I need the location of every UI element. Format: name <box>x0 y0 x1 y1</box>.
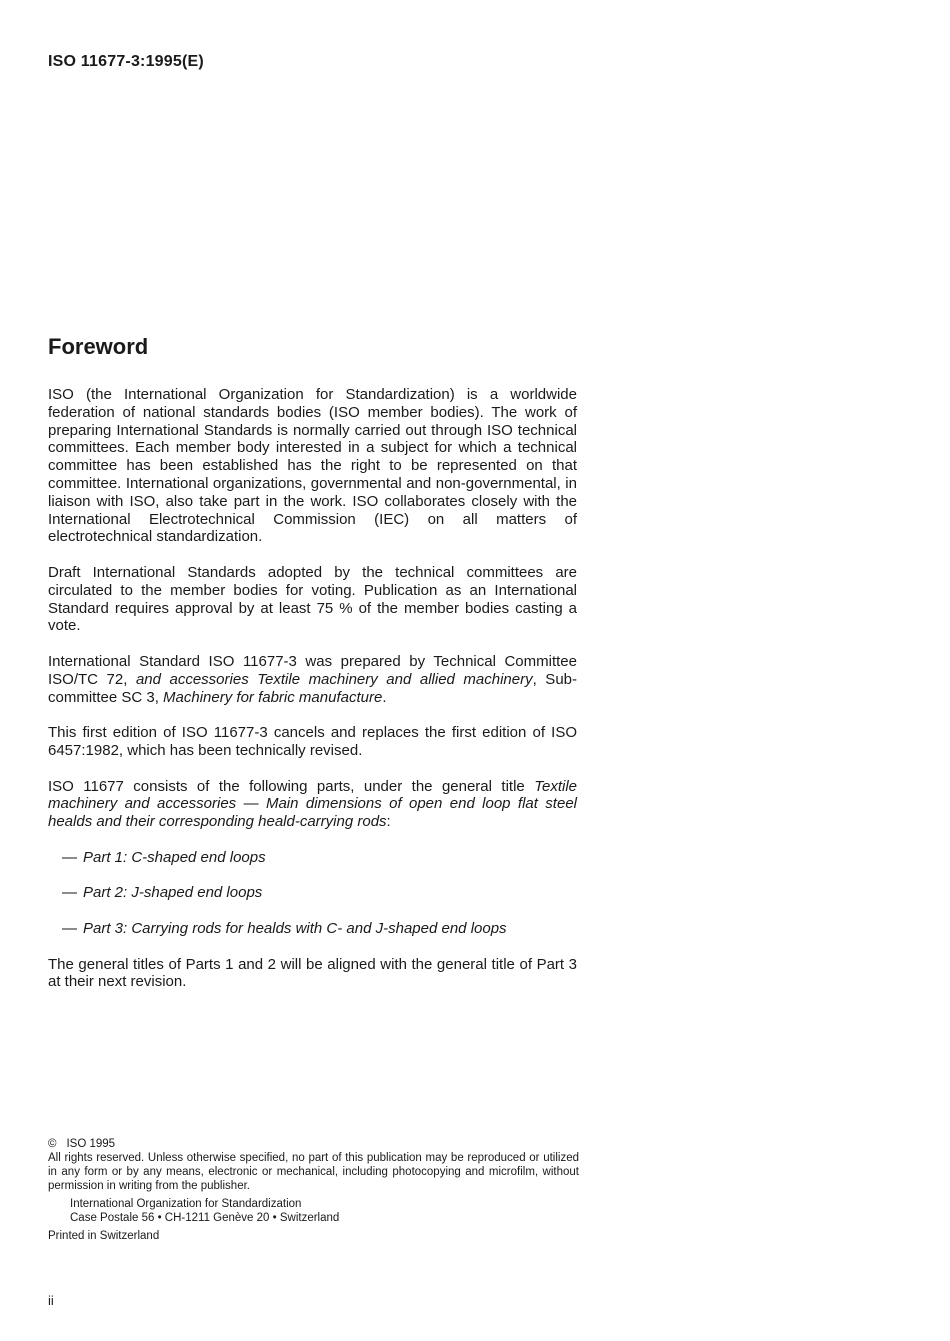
prepared-committee-title: and accessories Textile machinery and allied machinery <box>135 670 533 688</box>
copyright-text: ISO 1995 <box>66 1138 116 1150</box>
prepared-text-3: . <box>382 688 387 706</box>
copyright-symbol: © <box>48 1138 57 1150</box>
publisher-name: International Organization for Standardization <box>70 1198 302 1210</box>
prepared-subcommittee-title: Machinery for fabric manufacture <box>163 688 383 706</box>
list-item <box>62 884 577 902</box>
printed-in: Printed in Switzerland <box>48 1230 160 1242</box>
parts-intro-end: : <box>386 813 391 831</box>
prepared-text-2: , Sub-committee SC 3, <box>48 670 577 706</box>
rights-statement: All rights reserved. Unless otherwise specified, no part of this publication may be reproduced or utilized in any form or by any means, electronic or mechanical, including photocopying and microfilm, without permission in writing from the publisher. <box>48 1152 579 1192</box>
paragraph-iso-intro: ISO (the International Organization for Standardization) is a worldwide federation of national standards bodies (ISO member bodies). The work of preparing International Standards is normally carried out through ISO technical committees. Each member body interested in a subject for which a technical committee has been established has the right to be represented on that committee. International organizations, governmental and non-governmental, in liaison with ISO, also take part in the work. ISO collaborates closely with the International Electrotechnical Commission (IEC) on all matters of electrotechnical standardization. <box>48 386 577 546</box>
paragraph-prepared-by <box>48 653 577 706</box>
dash-marker: — <box>62 884 77 902</box>
parts-list <box>48 849 577 938</box>
page-number: ii <box>48 1293 54 1308</box>
list-item <box>62 849 577 867</box>
publisher-postal: Case Postale 56 • CH-1211 Genève 20 • Switzerland <box>70 1212 340 1224</box>
prepared-text-1: International Standard ISO 11677-3 was prepared by Technical Committee ISO/TC 72, <box>48 652 577 688</box>
dash-marker: — <box>62 848 77 866</box>
parts-general-title: Textile machinery and accessories — Main dimensions of open end loop flat steel healds and their corresponding heald-carrying rods <box>48 777 577 831</box>
parts-intro-text: ISO 11677 consists of the following parts, under the general title <box>48 777 535 795</box>
foreword-body <box>48 386 577 1009</box>
part-label: Part 2: J-shaped end loops <box>83 884 263 902</box>
copyright-line <box>48 1137 579 1151</box>
paragraph-closing: The general titles of Parts 1 and 2 will be aligned with the general title of Part 3 at their next revision. <box>48 955 577 991</box>
copyright-block <box>48 1137 579 1243</box>
list-item <box>62 920 577 938</box>
dash-marker: — <box>62 919 77 937</box>
part-label: Part 1: C-shaped end loops <box>83 848 266 866</box>
paragraph-edition: This first edition of ISO 11677-3 cancels and replaces the first edition of ISO 6457:1982, which has been technically revised. <box>48 724 577 759</box>
paragraph-draft-standards: Draft International Standards adopted by the technical committees are circulated to the member bodies for voting. Publication as an International Standard requires approval by at least 75 % of the member bodies casting a vote. <box>48 563 577 635</box>
part-label: Part 3: Carrying rods for healds with C- and J-shaped end loops <box>83 919 507 937</box>
publisher-address <box>70 1197 579 1225</box>
document-id: ISO 11677-3:1995(E) <box>48 53 204 70</box>
paragraph-parts-intro <box>48 778 577 831</box>
foreword-heading: Foreword <box>48 334 149 359</box>
